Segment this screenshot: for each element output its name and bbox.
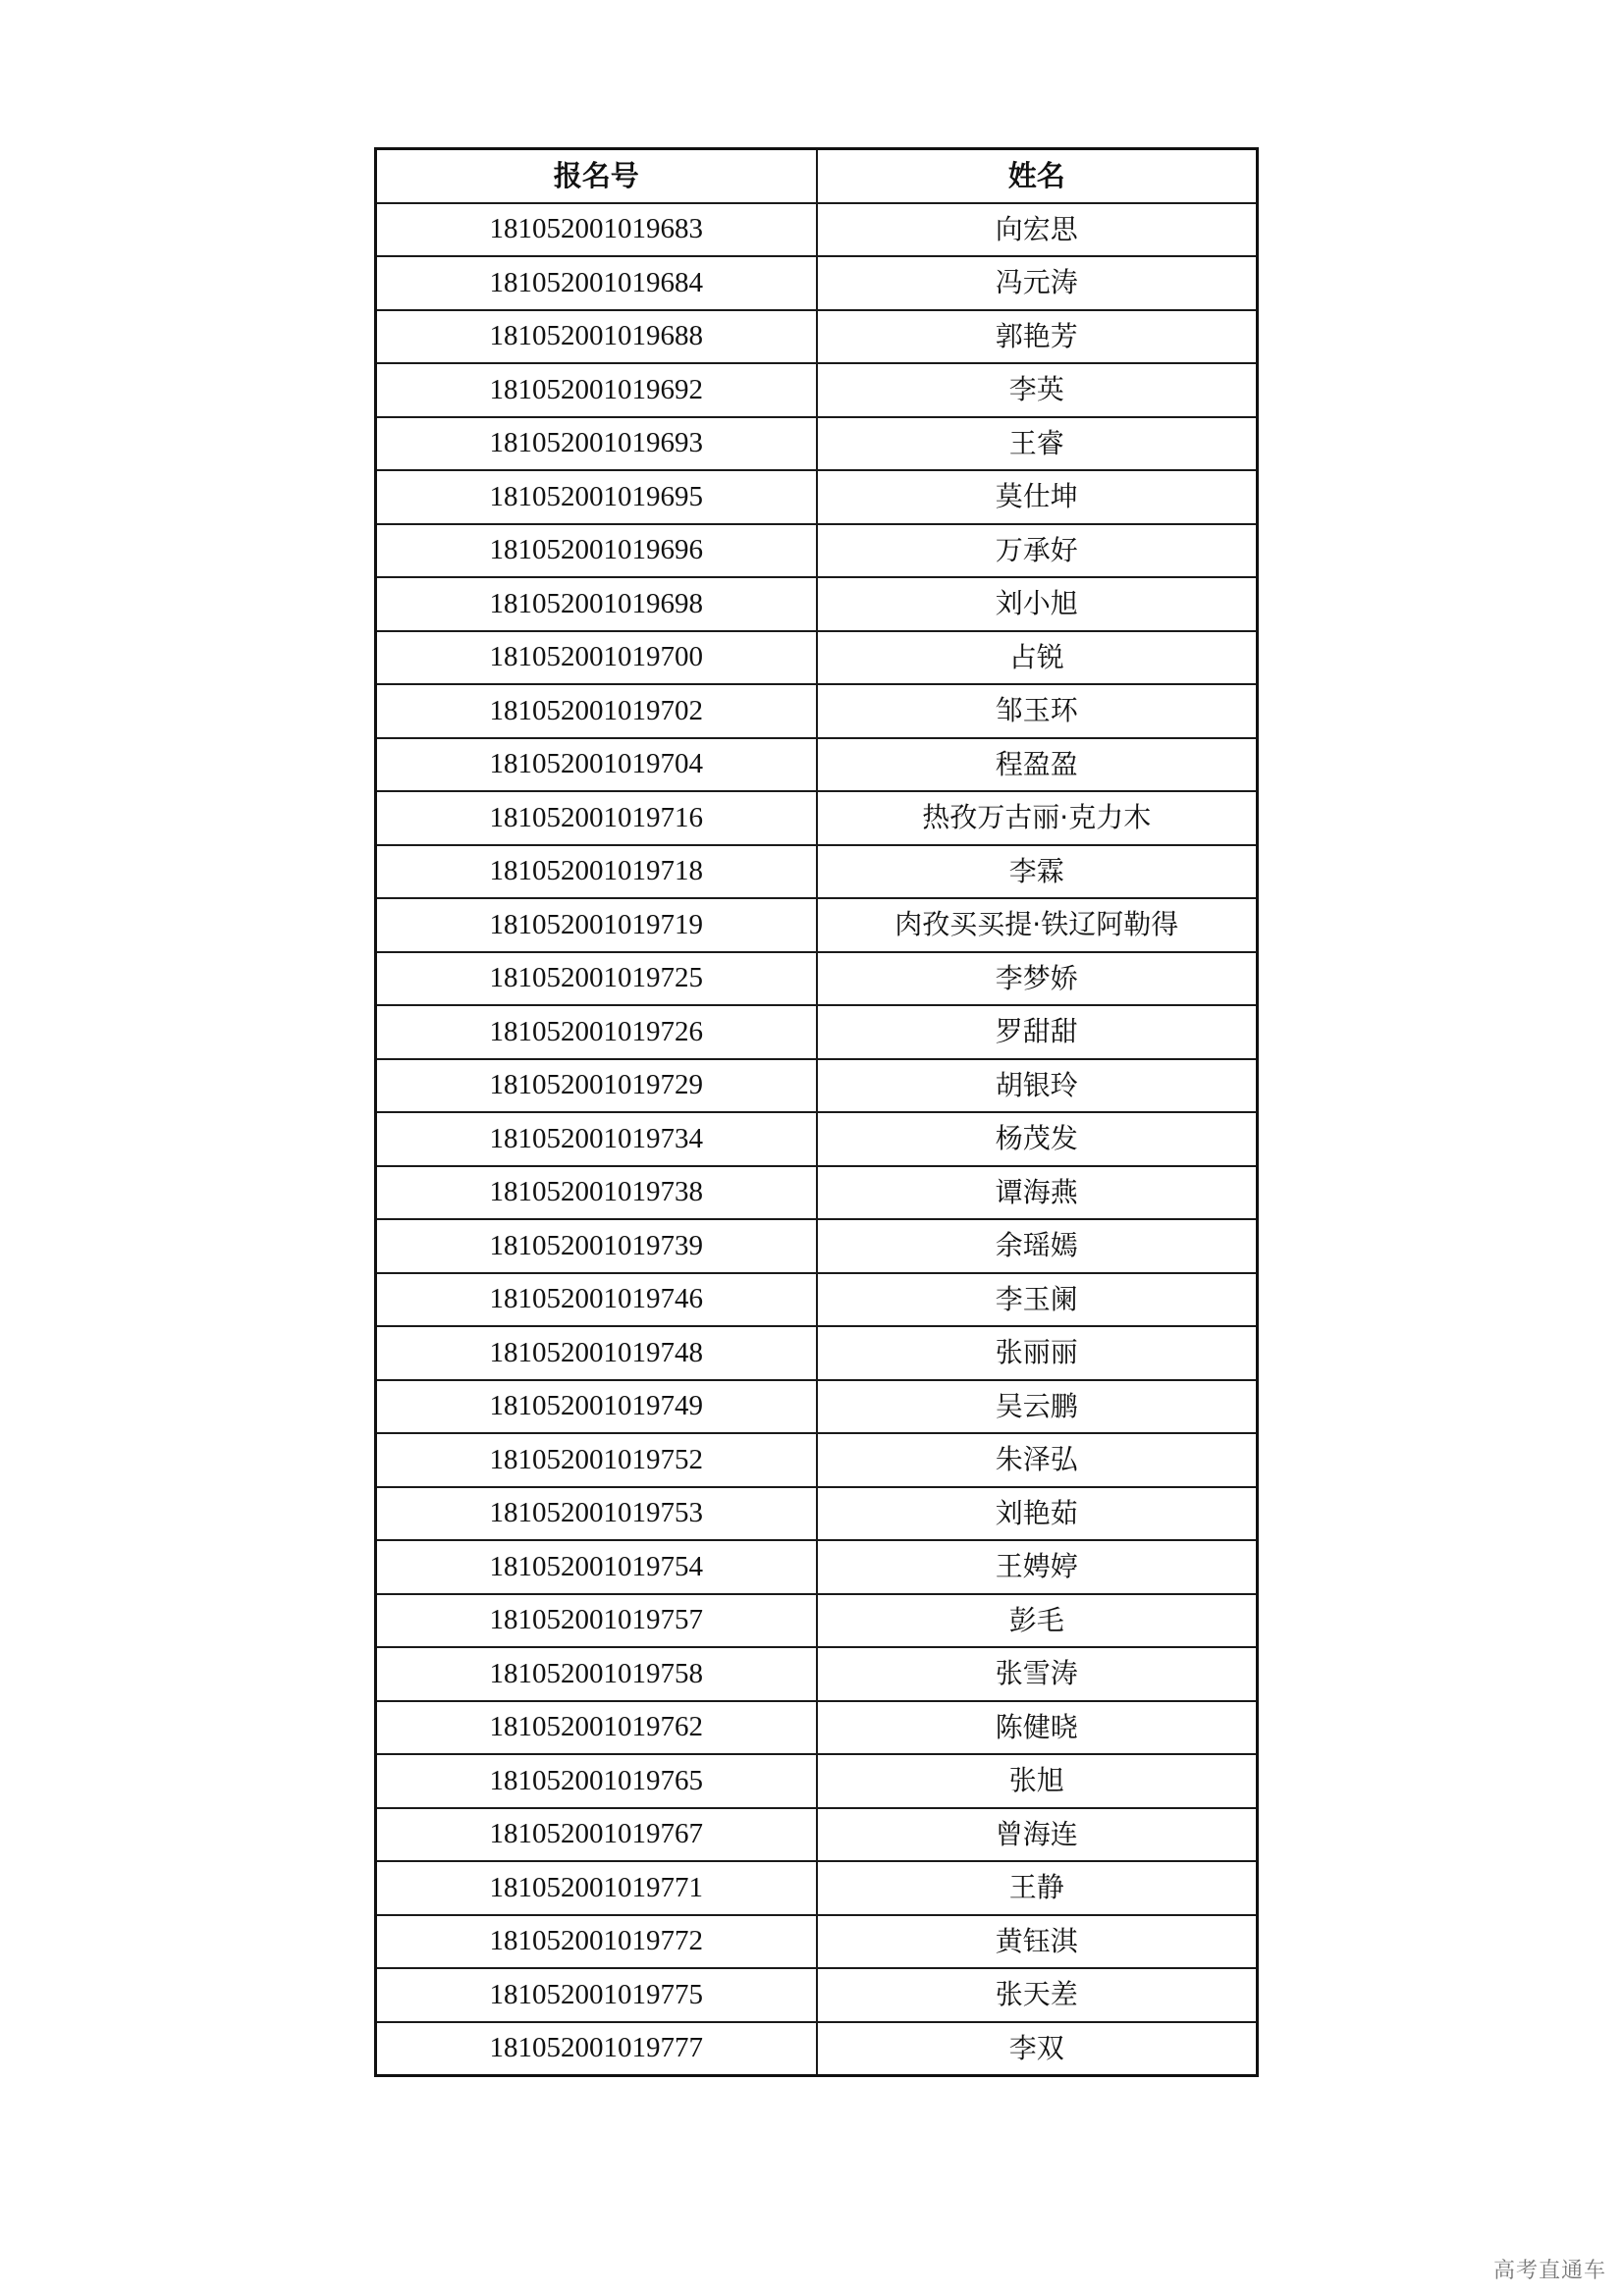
name-cell: 李霖 <box>817 845 1258 899</box>
registration-number-cell: 181052001019719 <box>376 898 817 952</box>
table-row <box>376 310 1258 364</box>
name-cell: 王静 <box>817 1861 1258 1915</box>
watermark-text: 高考直通车 <box>1492 2259 1606 2283</box>
table-row <box>376 1433 1258 1487</box>
table-row <box>376 684 1258 738</box>
registration-number-cell: 181052001019700 <box>376 631 817 685</box>
name-cell: 李梦娇 <box>817 952 1258 1006</box>
table-row <box>376 2022 1258 2076</box>
table-row <box>376 1326 1258 1380</box>
registration-number-cell: 181052001019684 <box>376 256 817 310</box>
name-cell: 肉孜买买提·铁辽阿勒得 <box>817 898 1258 952</box>
name-cell: 杨茂发 <box>817 1112 1258 1166</box>
table-row <box>376 845 1258 899</box>
registration-number-cell: 181052001019758 <box>376 1647 817 1701</box>
table-row <box>376 1219 1258 1273</box>
registration-number-cell: 181052001019725 <box>376 952 817 1006</box>
registration-number-cell: 181052001019683 <box>376 203 817 257</box>
table-row <box>376 1647 1258 1701</box>
table-row <box>376 952 1258 1006</box>
registration-number-cell: 181052001019688 <box>376 310 817 364</box>
registration-number-cell: 181052001019752 <box>376 1433 817 1487</box>
table-row <box>376 577 1258 631</box>
name-cell: 彭毛 <box>817 1594 1258 1648</box>
name-cell: 冯元涛 <box>817 256 1258 310</box>
registration-number-cell: 181052001019704 <box>376 738 817 792</box>
name-cell: 胡银玲 <box>817 1059 1258 1113</box>
registration-number-cell: 181052001019726 <box>376 1005 817 1059</box>
registration-number-cell: 181052001019754 <box>376 1540 817 1594</box>
table-row <box>376 1166 1258 1220</box>
registration-number-cell: 181052001019748 <box>376 1326 817 1380</box>
registration-number-cell: 181052001019695 <box>376 470 817 524</box>
table-row <box>376 738 1258 792</box>
name-cell: 曾海连 <box>817 1808 1258 1862</box>
registration-number-cell: 181052001019734 <box>376 1112 817 1166</box>
name-cell: 程盈盈 <box>817 738 1258 792</box>
registration-number-cell: 181052001019753 <box>376 1487 817 1541</box>
name-cell: 李英 <box>817 363 1258 417</box>
table-row <box>376 1861 1258 1915</box>
registration-number-cell: 181052001019767 <box>376 1808 817 1862</box>
registration-number-cell: 181052001019716 <box>376 791 817 845</box>
registration-number-cell: 181052001019765 <box>376 1754 817 1808</box>
name-cell: 吴云鹏 <box>817 1380 1258 1434</box>
table-row <box>376 1915 1258 1969</box>
table-row <box>376 203 1258 257</box>
name-cell: 王睿 <box>817 417 1258 471</box>
name-cell: 张天差 <box>817 1968 1258 2022</box>
registration-number-cell: 181052001019746 <box>376 1273 817 1327</box>
name-cell: 占锐 <box>817 631 1258 685</box>
name-cell: 李双 <box>817 2022 1258 2076</box>
table-row <box>376 791 1258 845</box>
name-cell: 余瑶嫣 <box>817 1219 1258 1273</box>
table-row <box>376 898 1258 952</box>
name-cell: 李玉阑 <box>817 1273 1258 1327</box>
registration-number-cell: 181052001019692 <box>376 363 817 417</box>
registration-number-cell: 181052001019775 <box>376 1968 817 2022</box>
table-row <box>376 417 1258 471</box>
name-cell: 王娉婷 <box>817 1540 1258 1594</box>
table-row <box>376 1380 1258 1434</box>
table-row <box>376 524 1258 578</box>
registration-number-cell: 181052001019772 <box>376 1915 817 1969</box>
registration-number-cell: 181052001019693 <box>376 417 817 471</box>
name-cell: 张丽丽 <box>817 1326 1258 1380</box>
table-row <box>376 363 1258 417</box>
name-cell: 朱泽弘 <box>817 1433 1258 1487</box>
table-header-row <box>376 149 1258 203</box>
registration-number-cell: 181052001019718 <box>376 845 817 899</box>
roster-table <box>374 147 1259 2077</box>
header-name: 姓名 <box>817 149 1258 203</box>
registration-number-cell: 181052001019739 <box>376 1219 817 1273</box>
table-row <box>376 1112 1258 1166</box>
registration-number-cell: 181052001019762 <box>376 1701 817 1755</box>
table-row <box>376 1487 1258 1541</box>
name-cell: 罗甜甜 <box>817 1005 1258 1059</box>
name-cell: 刘小旭 <box>817 577 1258 631</box>
name-cell: 谭海燕 <box>817 1166 1258 1220</box>
name-cell: 张雪涛 <box>817 1647 1258 1701</box>
registration-number-cell: 181052001019702 <box>376 684 817 738</box>
registration-number-cell: 181052001019757 <box>376 1594 817 1648</box>
name-cell: 陈健晓 <box>817 1701 1258 1755</box>
table-row <box>376 1701 1258 1755</box>
name-cell: 刘艳茹 <box>817 1487 1258 1541</box>
name-cell: 张旭 <box>817 1754 1258 1808</box>
header-registration-number: 报名号 <box>376 149 817 203</box>
table-row <box>376 470 1258 524</box>
table-row <box>376 256 1258 310</box>
table-row <box>376 1808 1258 1862</box>
name-cell: 郭艳芳 <box>817 310 1258 364</box>
registration-number-cell: 181052001019749 <box>376 1380 817 1434</box>
name-cell: 万承好 <box>817 524 1258 578</box>
name-cell: 向宏思 <box>817 203 1258 257</box>
registration-number-cell: 181052001019696 <box>376 524 817 578</box>
name-cell: 邹玉环 <box>817 684 1258 738</box>
table-row <box>376 1059 1258 1113</box>
registration-number-cell: 181052001019729 <box>376 1059 817 1113</box>
name-cell: 黄钰淇 <box>817 1915 1258 1969</box>
table-row <box>376 1594 1258 1648</box>
registration-number-cell: 181052001019777 <box>376 2022 817 2076</box>
table-body <box>376 203 1258 2076</box>
registration-number-cell: 181052001019738 <box>376 1166 817 1220</box>
table-row <box>376 1005 1258 1059</box>
table-row <box>376 1754 1258 1808</box>
name-cell: 热孜万古丽·克力木 <box>817 791 1258 845</box>
table-row <box>376 631 1258 685</box>
registration-number-cell: 181052001019698 <box>376 577 817 631</box>
table-row <box>376 1273 1258 1327</box>
table-row <box>376 1540 1258 1594</box>
registration-number-cell: 181052001019771 <box>376 1861 817 1915</box>
table-row <box>376 1968 1258 2022</box>
name-cell: 莫仕坤 <box>817 470 1258 524</box>
